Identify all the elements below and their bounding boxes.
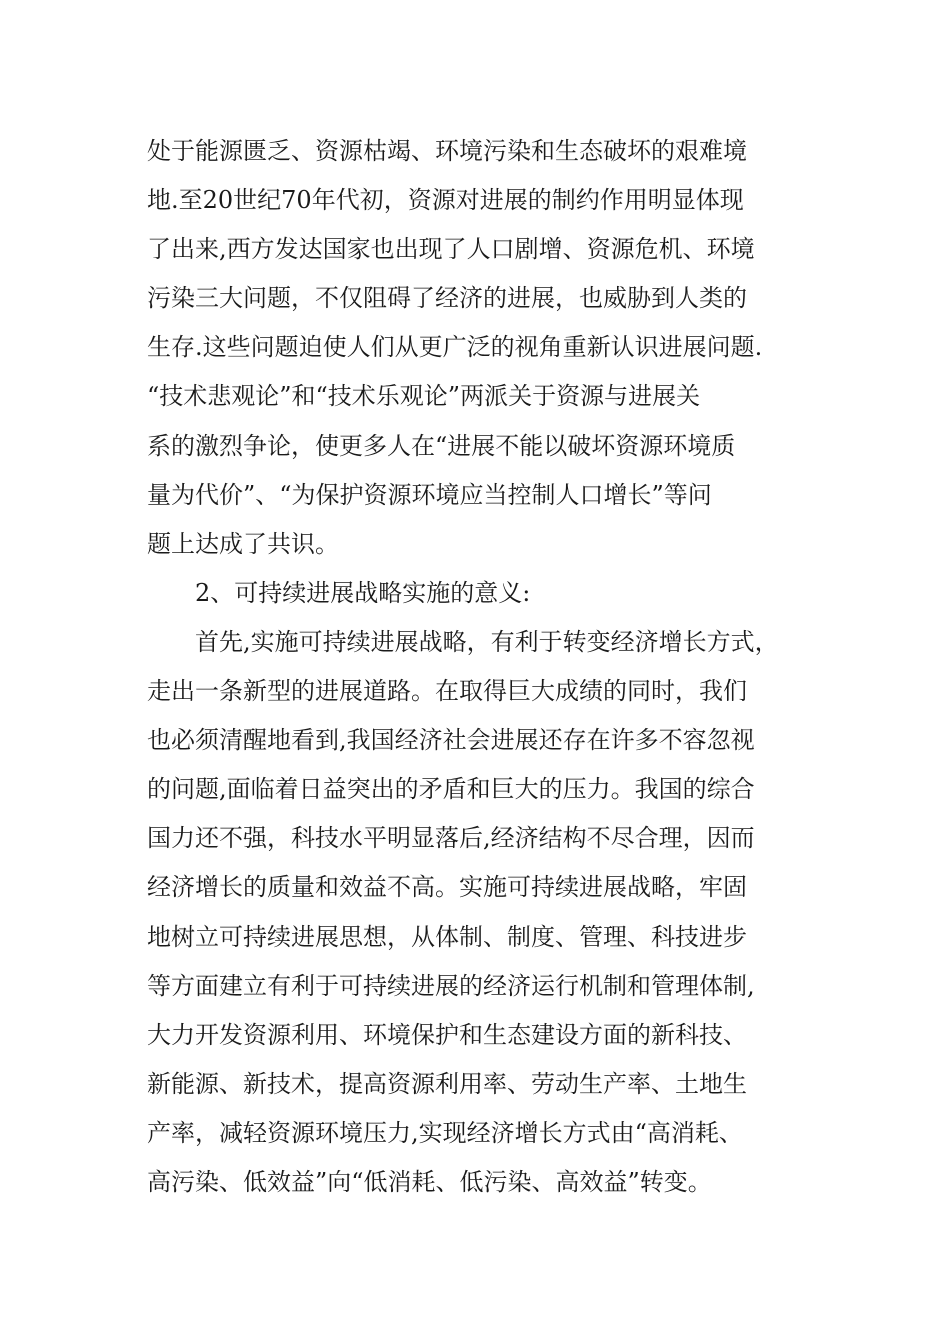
text-line: 产率，减轻资源环境压力,实现经济增长方式由“高消耗、 bbox=[147, 1118, 743, 1147]
text-line: 了出来,西方发达国家也出现了人口剧增、资源危机、环境 bbox=[147, 235, 755, 264]
text-line: 地树立可持续进展思想，从体制、制度、管理、科技进步 bbox=[147, 922, 747, 951]
text-line: 大力开发资源利用、环境保护和生态建设方面的新科技、 bbox=[147, 1020, 747, 1049]
text-line: 地.至20世纪70年代初，资源对进展的制约作用明显体现 bbox=[147, 186, 744, 215]
text-line: 经济增长的质量和效益不高。实施可持续进展战略，牢固 bbox=[147, 873, 747, 902]
body-text bbox=[147, 127, 807, 1207]
text-line: 污染三大问题，不仅阻碍了经济的进展，也威胁到人类的 bbox=[147, 284, 747, 313]
text-line: 系的激烈争论，使更多人在“进展不能以破坏资源环境质 bbox=[147, 431, 736, 460]
text-line: 国力还不强，科技水平明显落后,经济结构不尽合理，因而 bbox=[147, 824, 755, 853]
text-line: 生存.这些问题迫使人们从更广泛的视角重新认识进展问题. bbox=[147, 333, 763, 362]
text-line: “技术悲观论”和“技术乐观论”两派关于资源与进展关 bbox=[147, 382, 701, 411]
text-line: 走出一条新型的进展道路。在取得巨大成绩的同时，我们 bbox=[147, 677, 747, 706]
text-line: 题上达成了共识。 bbox=[147, 529, 339, 558]
text-line: 量为代价”、“为保护资源环境应当控制人口增长”等问 bbox=[147, 480, 712, 509]
text-line: 的问题,面临着日益突出的矛盾和巨大的压力。我国的综合 bbox=[147, 775, 755, 804]
text-line: 高污染、低效益”向“低消耗、低污染、高效益”转变。 bbox=[147, 1167, 712, 1196]
paragraph-first-line: 首先,实施可持续进展战略，有利于转变经济增长方式， bbox=[195, 627, 779, 656]
text-line: 也必须清醒地看到,我国经济社会进展还存在许多不容忽视 bbox=[147, 726, 755, 755]
text-line: 处于能源匮乏、资源枯竭、环境污染和生态破坏的艰难境 bbox=[147, 137, 747, 165]
text-line: 新能源、新技术，提高资源利用率、劳动生产率、土地生 bbox=[147, 1069, 747, 1098]
text-line: 等方面建立有利于可持续进展的经济运行机制和管理体制, bbox=[147, 971, 755, 1000]
paragraph-first-line: 2、可持续进展战略实施的意义: bbox=[195, 578, 531, 607]
